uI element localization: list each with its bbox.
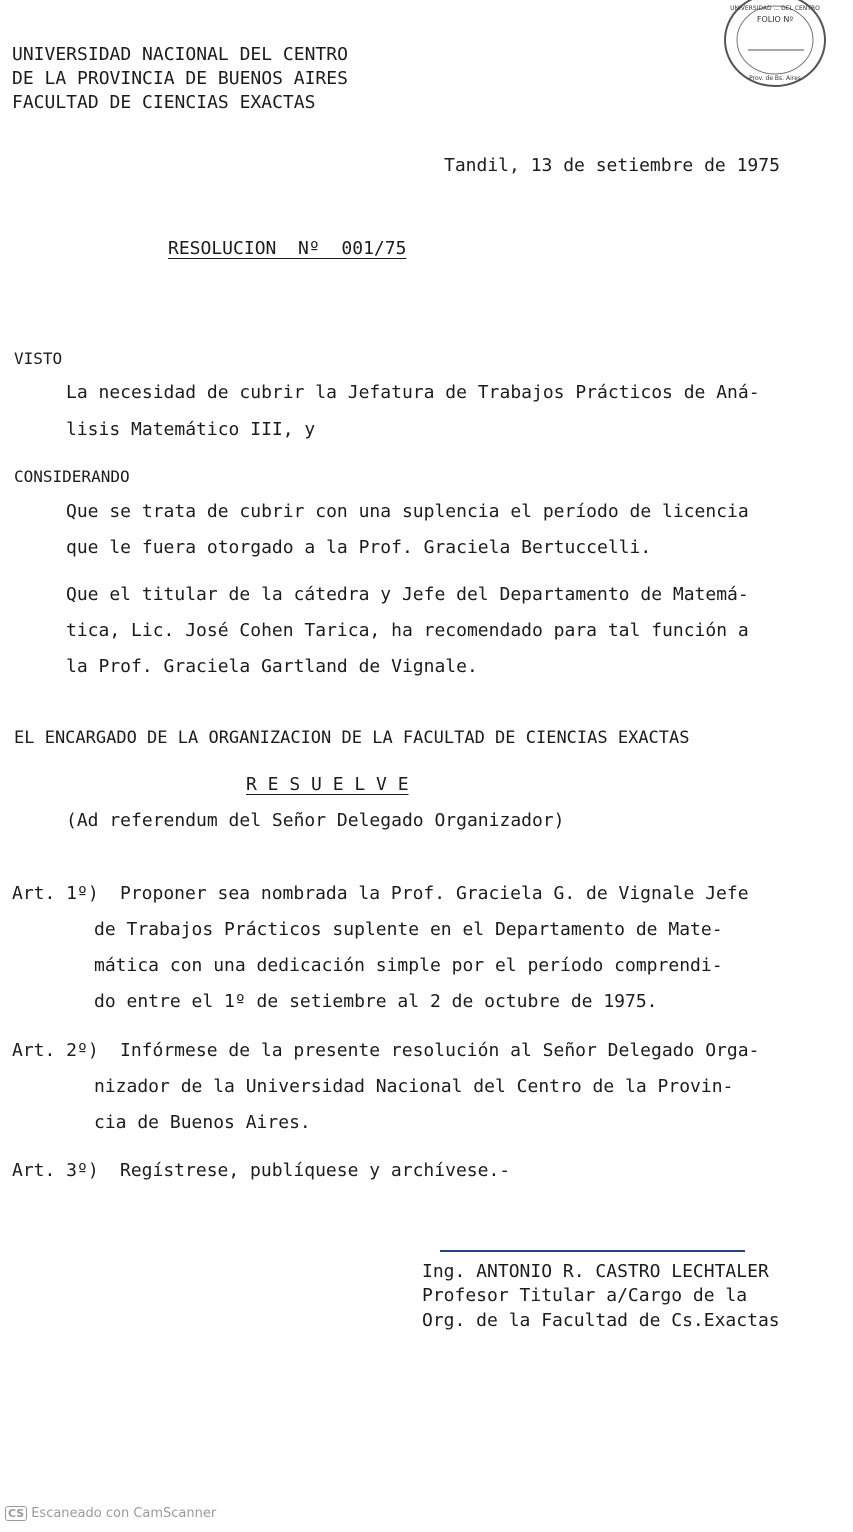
stamp-bottom-text: Prov. de Bs. Aires	[749, 75, 801, 82]
header-line-3: FACULTAD DE CIENCIAS EXACTAS	[12, 92, 316, 113]
article-1-line-1: Proponer sea nombrada la Prof. Graciela G. de Vignale Jefe	[120, 883, 749, 904]
ad-referendum: (Ad referendum del Señor Delegado Organizador)	[66, 810, 565, 831]
article-1-line-3: mática con una dedicación simple por el período comprendi-	[94, 955, 723, 976]
considerando-heading: CONSIDERANDO	[14, 467, 130, 486]
header-line-2: DE LA PROVINCIA DE BUENOS AIRES	[12, 68, 348, 89]
article-2-line-2: nizador de la Universidad Nacional del Centro de la Provin-	[94, 1076, 734, 1097]
article-3-label: Art. 3º)	[12, 1160, 99, 1181]
stamp-folio-label: FOLIO Nº	[756, 15, 794, 24]
visto-heading: VISTO	[14, 349, 63, 368]
article-1-line-2: de Trabajos Prácticos suplente en el Departamento de Mate-	[94, 919, 723, 940]
resolution-title: RESOLUCION Nº 001/75	[168, 238, 407, 259]
considerando-p2-line-3: la Prof. Graciela Gartland de Vignale.	[66, 656, 478, 677]
visto-line-2: lisis Matemático III, y	[66, 419, 316, 440]
signature-title-2: Org. de la Facultad de Cs.Exactas	[422, 1310, 780, 1331]
considerando-p2-line-2: tica, Lic. José Cohen Tarica, ha recomendado para tal función a	[66, 620, 749, 641]
document-date: Tandil, 13 de setiembre de 1975	[444, 155, 780, 176]
encargado-line: EL ENCARGADO DE LA ORGANIZACION DE LA FACULTAD DE CIENCIAS EXACTAS	[14, 728, 690, 748]
article-2-line-3: cia de Buenos Aires.	[94, 1112, 311, 1133]
article-2-label: Art. 2º)	[12, 1040, 99, 1061]
considerando-p1-line-1: Que se trata de cubrir con una suplencia el período de licencia	[66, 501, 749, 522]
signature-title-1: Profesor Titular a/Cargo de la	[422, 1285, 748, 1306]
camscanner-logo-icon: CS	[5, 1506, 27, 1521]
visto-line-1: La necesidad de cubrir la Jefatura de Trabajos Prácticos de Aná-	[66, 382, 760, 403]
camscanner-text: Escaneado con CamScanner	[31, 1506, 217, 1521]
signature-line	[440, 1250, 745, 1252]
article-3-line-1: Regístrese, publíquese y archívese.-	[120, 1160, 511, 1181]
university-stamp	[720, 0, 830, 90]
camscanner-footer	[5, 1506, 216, 1521]
article-2-line-1: Infórmese de la presente resolución al Señor Delegado Orga-	[120, 1040, 760, 1061]
resuelve-heading: R E S U E L V E	[246, 774, 409, 795]
signature-name: Ing. ANTONIO R. CASTRO LECHTALER	[422, 1261, 769, 1282]
article-1-line-4: do entre el 1º de setiembre al 2 de octubre de 1975.	[94, 991, 658, 1012]
article-1-label: Art. 1º)	[12, 883, 99, 904]
stamp-ring-text: UNIVERSIDAD ... DEL CENTRO	[730, 5, 820, 12]
considerando-p2-line-1: Que el titular de la cátedra y Jefe del Departamento de Matemá-	[66, 584, 749, 605]
considerando-p1-line-2: que le fuera otorgado a la Prof. Graciela Bertuccelli.	[66, 537, 652, 558]
header-line-1: UNIVERSIDAD NACIONAL DEL CENTRO	[12, 44, 348, 65]
